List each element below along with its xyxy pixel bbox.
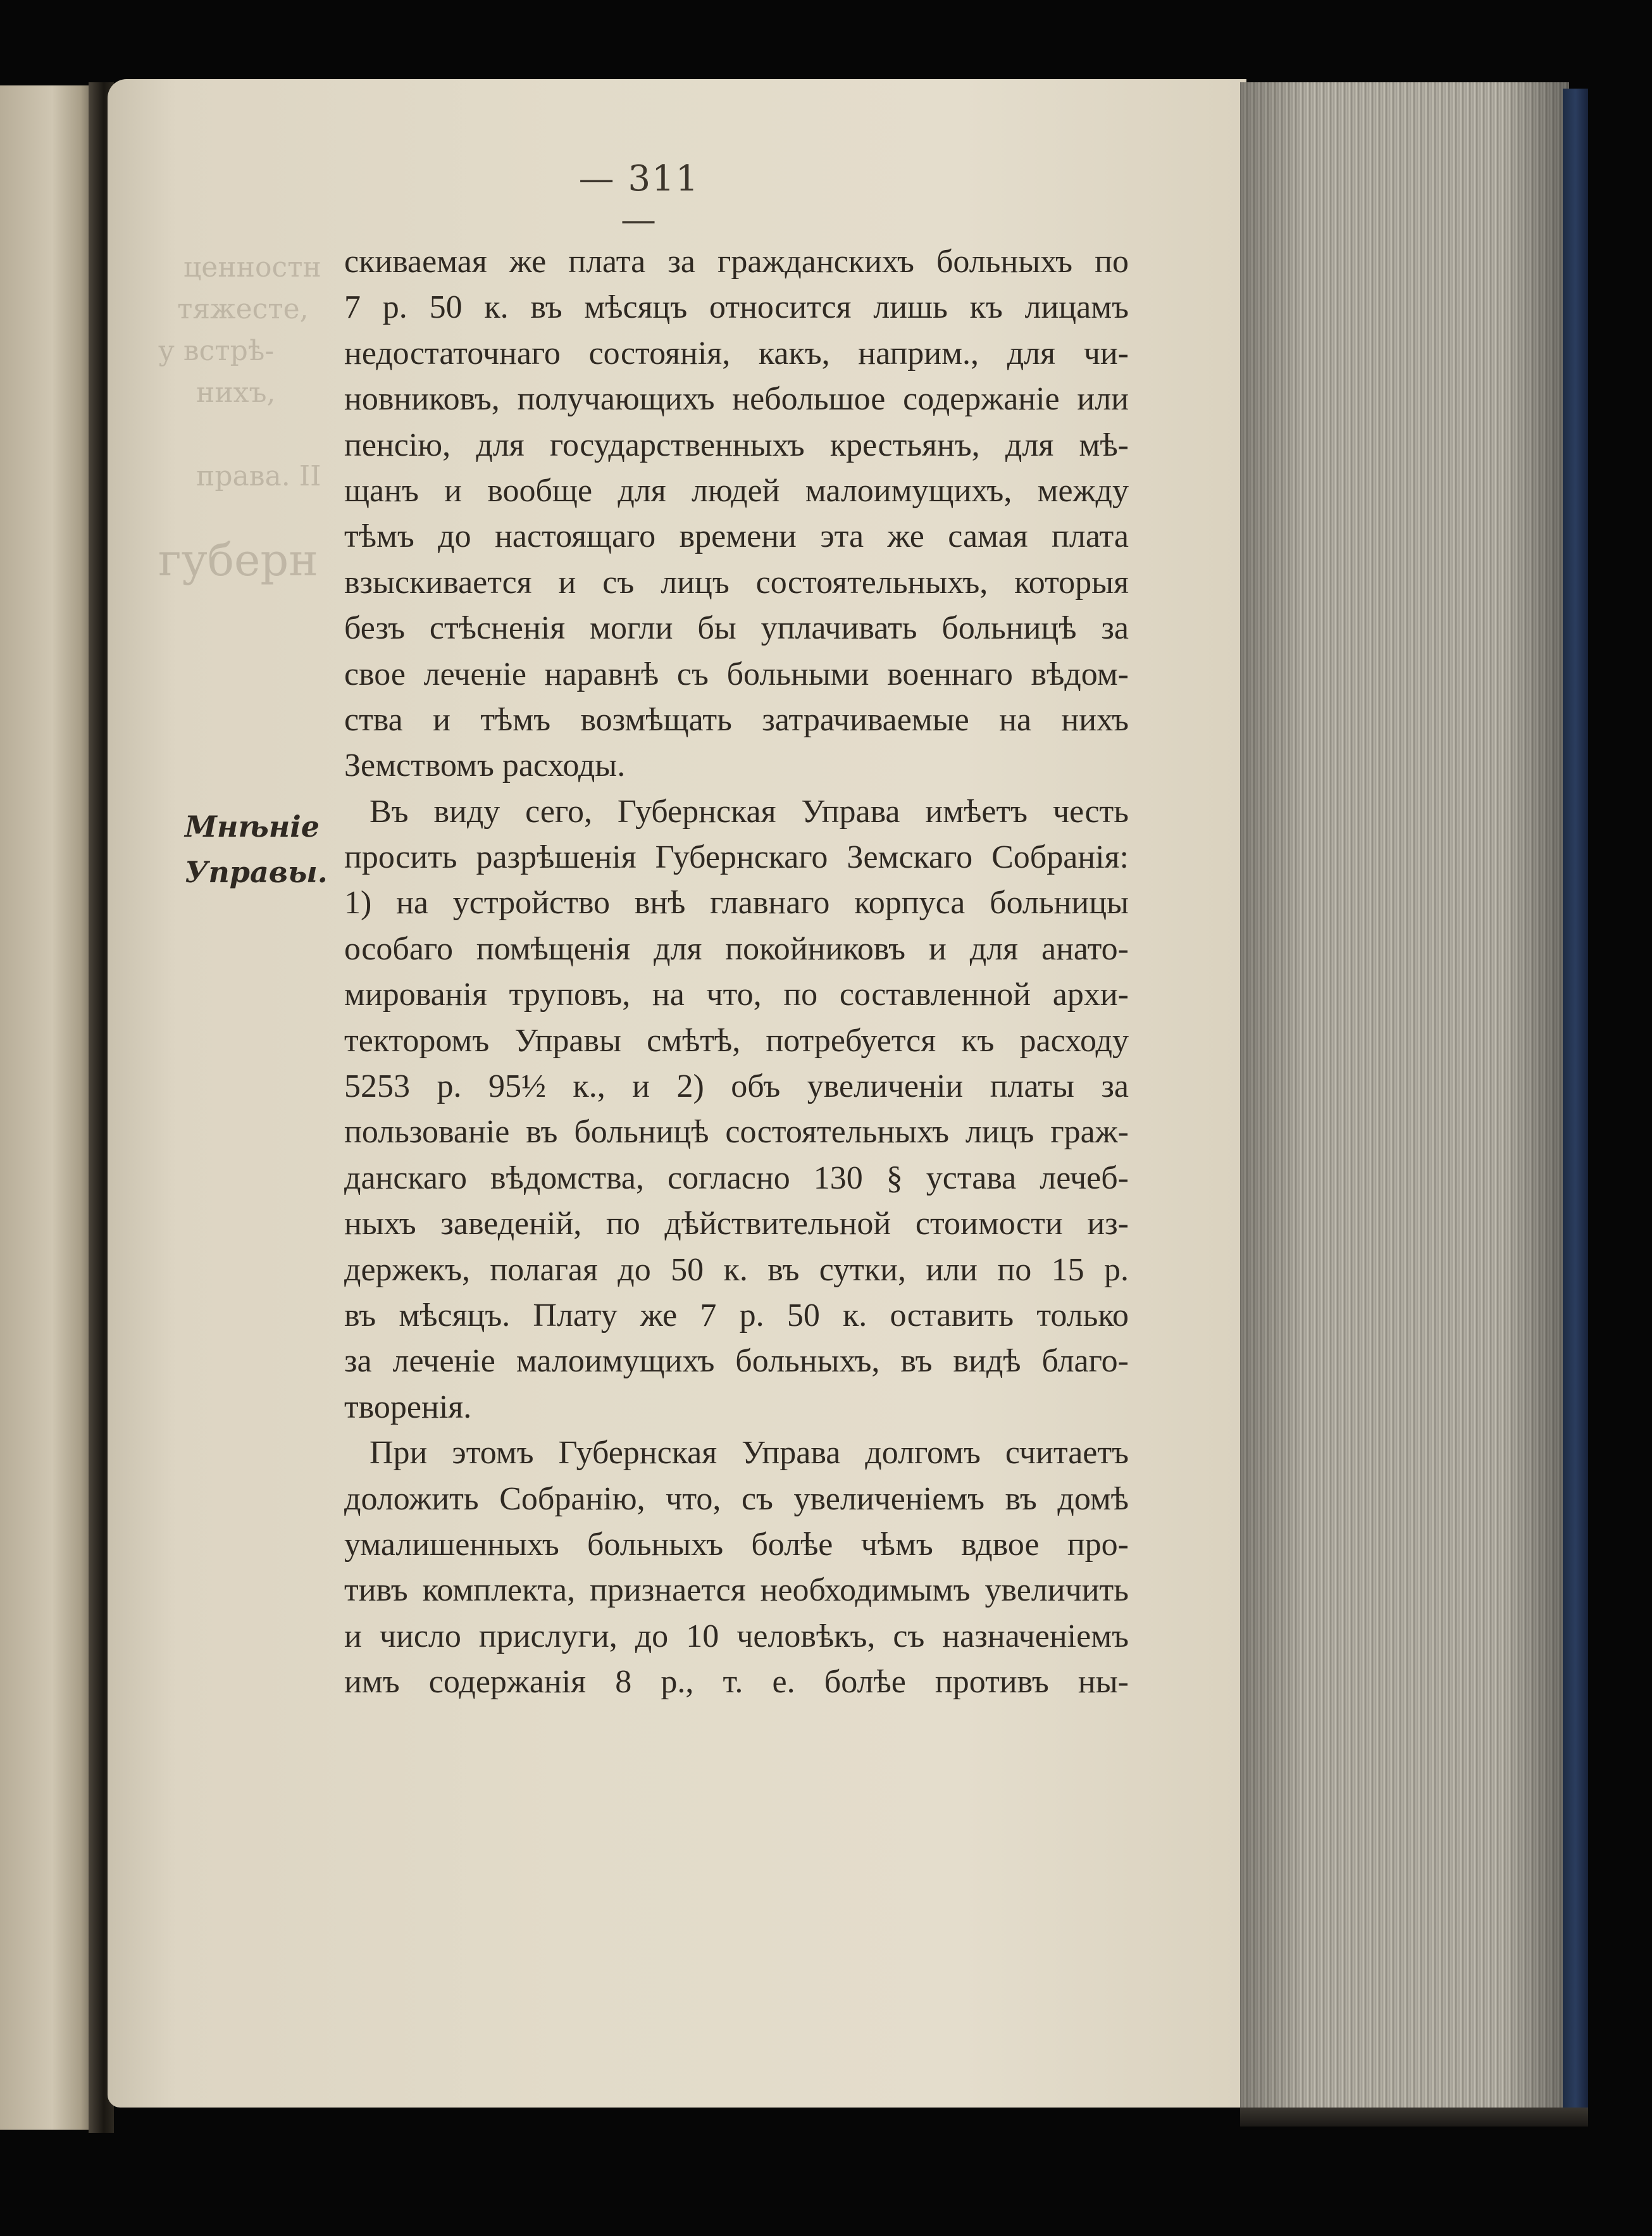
text-line: пенсію, для государственныхъ крестьянъ, для мѣ- bbox=[344, 427, 1129, 463]
text-line: держекъ, полагая до 50 к. въ сутки, или по 15 р. bbox=[344, 1251, 1129, 1288]
page-edges-shade bbox=[1240, 82, 1569, 2114]
left-page bbox=[0, 85, 95, 2130]
text-line: новниковъ, получающихъ небольшое содержаніе или bbox=[344, 381, 1129, 418]
text-line: мированія труповъ, на что, по составленной архи- bbox=[344, 977, 1129, 1013]
text-line: недостаточнаго состоянія, какъ, наприм., для чи- bbox=[344, 335, 1129, 372]
bleed-line: тяжесте, bbox=[177, 293, 309, 325]
text-line: Въ виду сего, Губернская Управа имѣетъ честь bbox=[370, 793, 1129, 830]
text-line: щанъ и вообще для людей малоимущихъ, между bbox=[344, 472, 1129, 509]
bleed-line: нихъ, bbox=[196, 377, 276, 409]
text-line: свое леченіе наравнѣ съ больными военнаго вѣдом- bbox=[344, 656, 1129, 692]
text-line: данскаго вѣдомства, согласно 130 § устава лечеб- bbox=[344, 1159, 1129, 1196]
bleed-line: ценностн bbox=[183, 251, 321, 284]
text-line: ныхъ заведеній, по дѣйствительной стоимости из- bbox=[344, 1206, 1129, 1242]
text-line: за леченіе малоимущихъ больныхъ, въ видѣ благо- bbox=[344, 1343, 1129, 1380]
text-line: тивъ комплекта, признается необходимымъ увеличить bbox=[344, 1572, 1129, 1609]
text-line: тѣмъ до настоящаго времени эта же самая плата bbox=[344, 518, 1129, 555]
text-line: 7 р. 50 к. въ мѣсяцъ относится лишь къ лицамъ bbox=[344, 289, 1129, 326]
text-line: ства и тѣмъ возмѣщать затрачиваемые на нихъ bbox=[344, 701, 1129, 738]
text-line: особаго помѣщенія для покойниковъ и для анато- bbox=[344, 930, 1129, 967]
text-line: пользованіе въ больницѣ состоятельныхъ лицъ граж- bbox=[344, 1114, 1129, 1151]
text-line: доложить Собранію, что, съ увеличеніемъ въ домѣ bbox=[344, 1480, 1129, 1517]
text-line: имъ содержанія 8 р., т. е. болѣе противъ ны- bbox=[344, 1664, 1129, 1701]
text-line: текторомъ Управы смѣтѣ, потребуется къ расходу bbox=[344, 1022, 1129, 1059]
margin-note-line: Управы. bbox=[185, 855, 328, 889]
text-line: взыскивается и съ лицъ состоятельныхъ, которыя bbox=[344, 564, 1129, 601]
bleed-line: права. II bbox=[196, 460, 321, 492]
bleed-line: у встрѣ- bbox=[158, 335, 275, 367]
text-line: скиваемая же плата за гражданскихъ больныхъ по bbox=[344, 244, 1129, 280]
bleed-line bbox=[158, 414, 321, 456]
text-line: просить разрѣшенія Губернскаго Земскаго Собранія: bbox=[344, 839, 1129, 876]
text-line: 1) на устройство внѣ главнаго корпуса больницы bbox=[344, 885, 1129, 921]
text-line: При этомъ Губернская Управа долгомъ считаетъ bbox=[370, 1435, 1129, 1471]
body-text bbox=[344, 239, 1129, 1706]
page-number: — 311 — bbox=[578, 158, 700, 240]
text-line: творенія. bbox=[344, 1389, 472, 1425]
margin-note-line: Мнѣніе bbox=[185, 809, 320, 844]
bleed-line: губерн bbox=[158, 534, 318, 586]
bleed-through-text bbox=[158, 247, 321, 586]
book-cover-bottom bbox=[1240, 2108, 1588, 2127]
text-line: Земствомъ расходы. bbox=[344, 747, 626, 784]
text-line: въ мѣсяцъ. Плату же 7 р. 50 к. оставить только bbox=[344, 1297, 1129, 1333]
book-cover-edge bbox=[1563, 89, 1588, 2127]
text-line: 5253 р. 95½ к., и 2) объ увеличеніи платы за bbox=[344, 1068, 1129, 1105]
margin-note bbox=[185, 804, 328, 895]
text-line: умалишенныхъ больныхъ болѣе чѣмъ вдвое про- bbox=[344, 1526, 1129, 1563]
bleed-line bbox=[158, 497, 321, 539]
text-line: безъ стѣсненія могли бы уплачивать больницѣ за bbox=[344, 610, 1129, 647]
text-line: и число прислуги, до 10 человѣкъ, съ назначеніемъ bbox=[344, 1618, 1129, 1654]
